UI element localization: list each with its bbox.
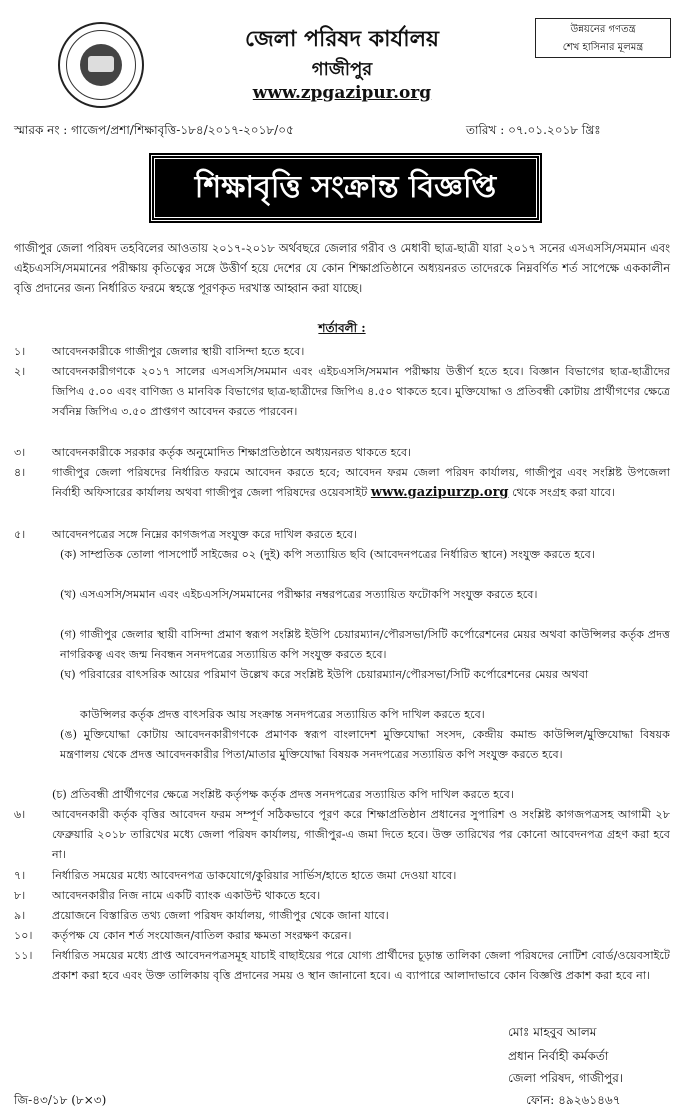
condition-8-number: ৮। — [14, 889, 26, 902]
condition-10-number: ১০। — [14, 929, 33, 942]
signer-name: মোঃ মাহবুব আলম — [508, 1025, 597, 1039]
phone-number: ফোন: ৪৯২৬১৪৬৭ — [526, 1093, 621, 1107]
condition-6-number: ৬। — [14, 808, 26, 821]
condition-5: আবেদনপত্রের সঙ্গে নিম্নের কাগজপত্র সংযুক্ত করে দাখিল করতে হবে। — [52, 528, 357, 541]
condition-5-gha: (ঘ) পরিবারের বাৎসরিক আয়ের পরিমাণ উল্লেখ করে সংশ্লিষ্ট ইউপি চেয়ারম্যান/পৌরসভা/সিটি কর্পোরেশনের মেয়র অথবা — [60, 668, 589, 681]
signer-office: জেলা পরিষদ, গাজীপুর। — [508, 1071, 624, 1085]
condition-5-gha-continued: কাউন্সিলর কর্তৃক প্রদত্ত বাৎসরিক আয় সংক্রান্ত সনদপত্রের সত্যায়িত কপি দাখিল করতে হবে। — [80, 708, 485, 721]
motto-box — [535, 18, 671, 58]
condition-5-ka: (ক) সাম্প্রতিক তোলা পাসপোর্ট সাইজের ০২ (দুই) কপি সত্যায়িত ছবি (আবেদনপত্রের নির্ধারিত স্থানে) সংযুক্ত করতে হবে। — [60, 548, 595, 561]
condition-6: আবেদনকারী কর্তৃক বৃত্তির আবেদন ফরম সম্পূর্ণ সঠিকভাবে পূরণ করে শিক্ষাপ্রতিষ্ঠান প্রধানের সুপারিশ ও সংশ্লিষ্ট কাগজপত্রসহ আগামী ২৮ ফেব্রুয়ারি ২০১৮ তারিখের মধ্যে জেলা পরিষদ কার্যালয়, গাজীপুর-এ জমা দিতে হবে। উক্ত তারিখের পর কোনো আবেদনপত্র গ্রহণ করা হবে না। — [52, 808, 670, 861]
condition-5-cha: (চ) প্রতিবন্ধী প্রার্থীগণের ক্ষেত্রে সংশ্লিষ্ট কর্তৃপক্ষ কর্তৃক প্রদত্ত সনদপত্রের সত্যায়িত কপি দাখিল করতে হবে। — [52, 788, 514, 801]
condition-4 — [52, 463, 670, 503]
condition-3: আবেদনকারীকে সরকার কর্তৃক অনুমোদিত শিক্ষাপ্রতিষ্ঠানে অধ্যয়নরত থাকতে হবে। — [52, 446, 412, 459]
condition-7: নির্ধারিত সময়ের মধ্যে আবেদনপত্র ডাকযোগে/কুরিয়ার সার্ভিস/হাতে হাতে জমা দেওয়া যাবে। — [52, 869, 457, 882]
condition-5-number: ৫। — [14, 528, 26, 541]
notice-banner: শিক্ষাবৃত্তি সংক্রান্ত বিজ্ঞপ্তি — [151, 155, 540, 221]
condition-11: নির্ধারিত সময়ের মধ্যে প্রাপ্ত আবেদনপত্রসমূহ যাচাই বাছাইয়ের পরে যোগ্য প্রার্থীদের চূড়ান্ত তালিকা জেলা পরিষদের নোটিশ বোর্ড/ওয়েবসাইটে প্রকাশ করা হবে এবং উক্ত তালিকায় বৃত্তি প্রদানের সময় ও স্থান জানানো হবে। এ ব্যাপারে আলাদাভাবে কোন বিজ্ঞপ্তি প্রকাশ করা হবে না। — [52, 949, 670, 982]
conditions-heading: শর্তাবলী : — [318, 321, 366, 335]
condition-4-text: গাজীপুর জেলা পরিষদের নির্ধারিত ফরমে আবেদন করতে হবে; আবেদন ফরম জেলা পরিষদ কার্যালয়, গাজীপুর এবং সংশ্লিষ্ট উপজেলা নির্বাহী অফিসারের কার্যালয় অথবা গাজীপুর জেলা পরিষদের ওয়েবসাইট — [52, 466, 670, 499]
signer-designation: প্রধান নির্বাহী কর্মকর্তা — [508, 1049, 609, 1063]
condition-11-number: ১১। — [14, 949, 33, 962]
condition-5-ga: (গ) গাজীপুর জেলার স্থায়ী বাসিন্দা প্রমাণ স্বরূপ সংশ্লিষ্ট ইউপি চেয়ারম্যান/পৌরসভা/সিটি কর্পোরেশনের মেয়র অথবা কাউন্সিলর কর্তৃক প্রদত্ত নাগরিকত্ব এবং জন্ম নিবন্ধন সনদপত্রের সত্যায়িত কপি সংযুক্ত করতে হবে। — [60, 628, 670, 661]
motto-line-1: উন্নয়নের গণতন্ত্র — [570, 24, 636, 35]
condition-1: আবেদনকারীকে গাজীপুর জেলার স্থায়ী বাসিন্দা হতে হবে। — [52, 345, 305, 358]
office-title: জেলা পরিষদ কার্যালয় — [245, 26, 439, 52]
condition-9-number: ৯। — [14, 909, 26, 922]
condition-4-number: ৪। — [14, 466, 26, 479]
condition-2-number: ২। — [14, 365, 26, 378]
condition-8: আবেদনকারীর নিজ নামে একটি ব্যাংক একাউন্ট থাকতে হবে। — [52, 889, 321, 902]
publication-code: জি-৪৩/১৮ (৮×৩) — [14, 1093, 107, 1107]
condition-3-number: ৩। — [14, 446, 26, 459]
condition-10: কর্তৃপক্ষ যে কোন শর্ত সংযোজন/বাতিল করার ক্ষমতা সংরক্ষণ করেন। — [52, 929, 352, 942]
website-link[interactable]: www.zpgazipur.org — [252, 83, 432, 103]
district-name: গাজীপুর — [311, 59, 373, 80]
condition-2: আবেদনকারীগণকে ২০১৭ সালের এসএসসি/সমমান এবং এইচএসসি/সমমান পরীক্ষায় উত্তীর্ণ হতে হবে। বিজ্ঞান বিভাগের ছাত্র-ছাত্রীদের জিপিএ ৫.০০ এবং বাণিজ্য ও মানবিক বিভাগের ছাত্র-ছাত্রীদের জিপিএ ৪.৫০ থাকতে হবে। মুক্তিযোদ্ধা ও প্রতিবন্ধী কোটায় প্রার্থীগণের ক্ষেত্রে সর্বনিম্ন জিপিএ ৩.৫০ প্রাপ্তগণ আবেদন করতে পারবেন। — [52, 365, 670, 418]
intro-paragraph: গাজীপুর জেলা পরিষদ তহবিলের আওতায় ২০১৭-২০১৮ অর্থবছরে জেলার গরীব ও মেধাবী ছাত্র-ছাত্রী যারা ২০১৭ সনের এসএসসি/সমমান এবং এইচএসসি/সমমানের পরীক্ষায় কৃতিত্বের সঙ্গে উত্তীর্ণ হয়ে দেশের যে কোন শিক্ষাপ্রতিষ্ঠানে অধ্যয়নরত তাদেরকে নিম্নবর্ণিত শর্ত সাপেক্ষে এককালীন বৃত্তি প্রদানের জন্য নির্ধারিত ফরমে স্বহস্তে পূরণকৃত দরখাস্ত আহ্বান করা যাচ্ছে। — [14, 241, 670, 295]
condition-4-tail: থেকে সংগ্রহ করা যাবে। — [512, 486, 615, 499]
condition-1-number: ১। — [14, 345, 26, 358]
motto-line-2: শেখ হাসিনার মূলমন্ত্র — [562, 42, 644, 53]
condition-9: প্রয়োজনে বিস্তারিত তথ্য জেলা পরিষদ কার্যালয়, গাজীপুর থেকে জানা যাবে। — [52, 909, 389, 922]
condition-4-website-link[interactable]: www.gazipurzp.org — [370, 485, 509, 500]
reference-number: স্মারক নং : গাজেপ/প্রশা/শিক্ষাবৃত্তি-১৮৪/২০১৭-২০১৮/০৫ — [14, 123, 294, 137]
condition-5-uma: (ঙ) মুক্তিযোদ্ধা কোটায় আবেদনকারীগণকে প্রমাণক স্বরূপ বাংলাদেশ মুক্তিযোদ্ধা সংসদ, কেন্দ্রীয় কমান্ড কাউন্সিল/মুক্তিযোদ্ধা বিষয়ক মন্ত্রণালয় থেকে প্রদত্ত আবেদনকারীর পিতা/মাতার মুক্তিযোদ্ধা বিষয়ক সনদপত্রের সত্যায়িত কপি সংযুক্ত করতে হবে। — [60, 728, 670, 761]
notice-date: তারিখ : ০৭.০১.২০১৮ খ্রিঃ — [466, 123, 601, 137]
condition-7-number: ৭। — [14, 869, 26, 882]
condition-5-kha: (খ) এসএসসি/সমমান এবং এইচএসসি/সমমানের পরীক্ষার নম্বরপত্রের সত্যায়িত ফটোকপি সংযুক্ত করতে হবে। — [60, 588, 538, 601]
